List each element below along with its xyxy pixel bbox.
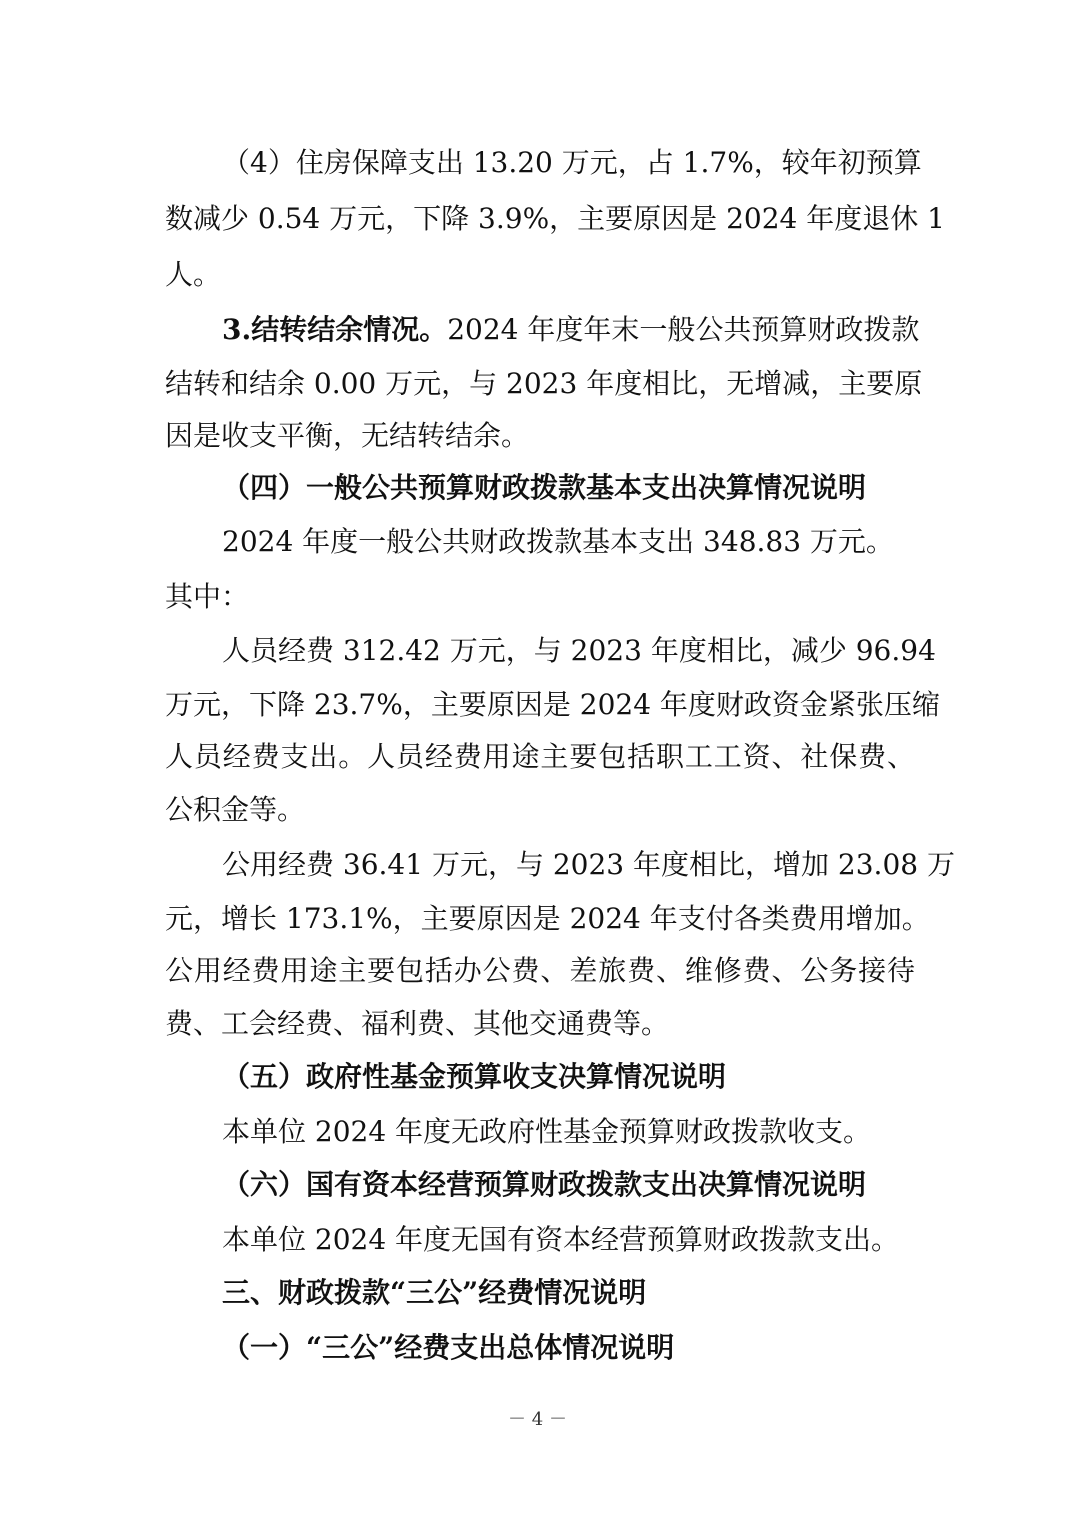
section-heading-6: （六）国有资本经营预算财政拨款支出决算情况说明 — [222, 1168, 867, 1201]
section-heading-4: （四）一般公共预算财政拨款基本支出决算情况说明 — [222, 471, 867, 504]
paragraph-line: 本单位 2024 年度无政府性基金预算财政拨款收支。 — [222, 1115, 872, 1148]
paragraph-line: 公用经费 36.41 万元，与 2023 年度相比，增加 23.08 万 — [222, 848, 955, 881]
paragraph-line: 人员经费支出。人员经费用途主要包括职工工资、社保费、 — [165, 740, 915, 773]
paragraph-line: （4）住房保障支出 13.20 万元，占 1.7%，较年初预算 — [222, 146, 922, 179]
page-number: － 4 － — [508, 1409, 567, 1430]
paragraph-line: 因是收支平衡，无结转结余。 — [165, 419, 530, 452]
section-heading-5: （五）政府性基金预算收支决算情况说明 — [222, 1060, 727, 1093]
paragraph-lead: 3.结转结余情况。 — [222, 313, 448, 346]
paragraph-line — [222, 310, 920, 350]
paragraph-line: 元，增长 173.1%，主要原因是 2024 年支付各类费用增加。 — [165, 902, 930, 935]
paragraph-line: 其中： — [165, 580, 250, 613]
paragraph-line: 本单位 2024 年度无国有资本经营预算财政拨款支出。 — [222, 1223, 900, 1256]
paragraph-line: 公积金等。 — [165, 793, 306, 826]
paragraph-line: 费、工会经费、福利费、其他交通费等。 — [165, 1007, 670, 1040]
subsection-heading-1: （一）“三公”经费支出总体情况说明 — [222, 1331, 675, 1364]
paragraph-line: 数减少 0.54 万元，下降 3.9%，主要原因是 2024 年度退休 1 — [165, 202, 945, 235]
paragraph-line: 人员经费 312.42 万元，与 2023 年度相比，减少 96.94 — [222, 634, 936, 667]
paragraph-text: 2024 年度年末一般公共预算财政拨款 — [447, 313, 920, 346]
paragraph-line: 结转和结余 0.00 万元，与 2023 年度相比，无增减，主要原 — [165, 367, 923, 400]
paragraph-line: 人。 — [165, 258, 222, 291]
paragraph-line: 公用经费用途主要包括办公费、差旅费、维修费、公务接待 — [165, 954, 915, 987]
paragraph-line: 万元，下降 23.7%，主要原因是 2024 年度财政资金紧张压缩 — [165, 688, 940, 721]
paragraph-line: 2024 年度一般公共财政拨款基本支出 348.83 万元。 — [222, 525, 894, 558]
section-title-3: 三、财政拨款“三公”经费情况说明 — [222, 1276, 647, 1309]
